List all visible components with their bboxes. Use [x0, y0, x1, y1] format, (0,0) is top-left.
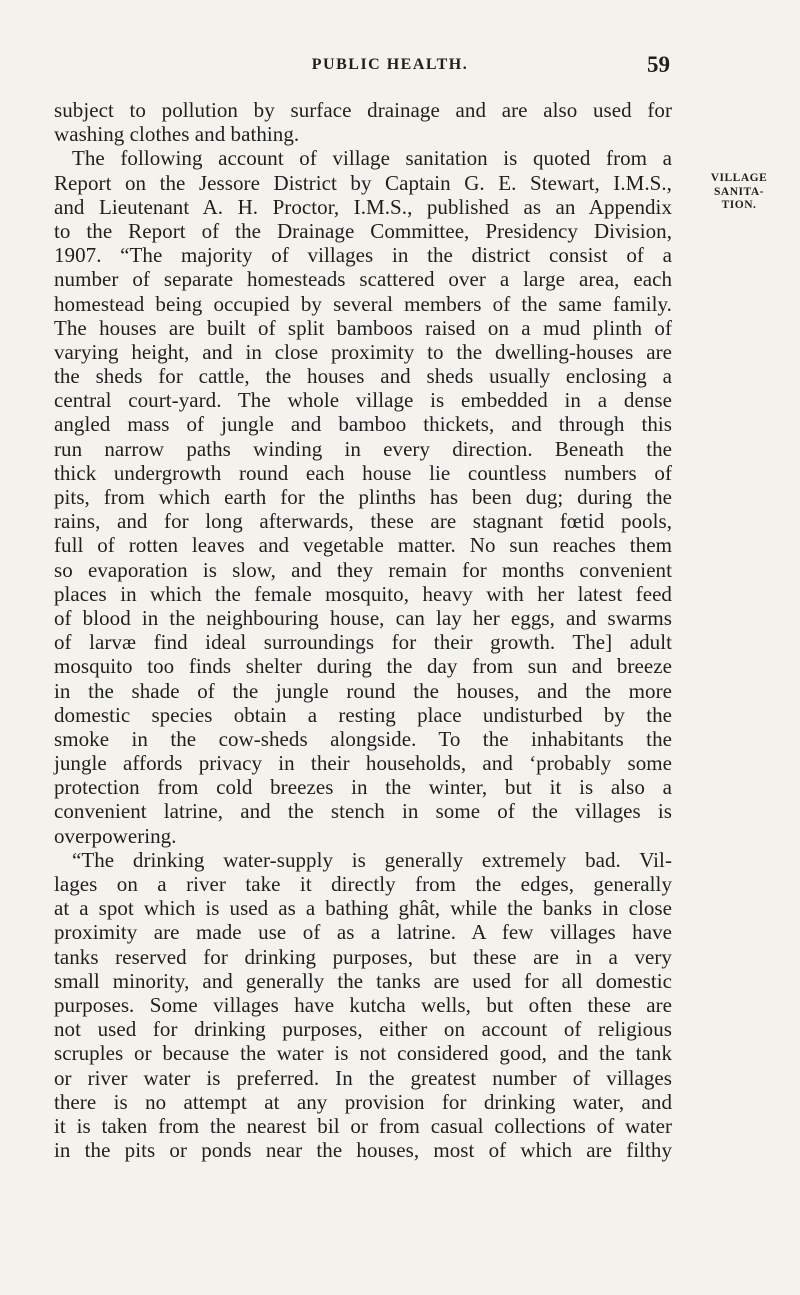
- text-line: Report on the Jessore District by Captain G. E. Stewart, I.M.S.,: [54, 170, 672, 195]
- text-line: places in which the female mosquito, heavy with her latest feed: [54, 581, 672, 606]
- text-line: number of separate homesteads scattered over a large area, each: [54, 267, 672, 292]
- text-line: at a spot which is used as a bathing ghât, while the banks in close: [54, 896, 672, 921]
- text-line: overpowering.: [54, 823, 177, 848]
- text-line: and Lieutenant A. H. Proctor, I.M.S., published as an Appendix: [54, 194, 672, 219]
- text-line: small minority, and generally the tanks are used for all domestic: [54, 968, 672, 993]
- text-line: rains, and for long afterwards, these are stagnant fœtid pools,: [54, 509, 672, 534]
- text-line: to the Report of the Drainage Committee, Presidency Division,: [54, 218, 672, 243]
- text-line: proximity are made use of as a latrine. A few villages have: [54, 920, 672, 945]
- text-line: purposes. Some villages have kutcha wells, but often these are: [54, 992, 672, 1017]
- text-line: convenient latrine, and the stench in some of the villages is: [54, 799, 672, 824]
- running-title: PUBLIC HEALTH.: [311, 56, 469, 73]
- text-line: full of rotten leaves and vegetable matter. No sun reaches them: [54, 533, 672, 558]
- text-line: The houses are built of split bamboos raised on a mud plinth of: [54, 315, 672, 340]
- text-line: of blood in the neighbouring house, can lay her eggs, and swarms: [54, 605, 672, 630]
- marginal-note: [686, 172, 792, 213]
- text-line: central court-yard. The whole village is embedded in a dense: [54, 388, 672, 413]
- running-header: [110, 52, 670, 82]
- text-line: The following account of village sanitation is quoted from a: [72, 146, 672, 171]
- text-line: “The drinking water-supply is generally extremely bad. Vil-: [72, 847, 672, 872]
- text-line: it is taken from the nearest bil or from casual collections of water: [54, 1113, 672, 1138]
- text-line: mosquito too finds shelter during the day from sun and breeze: [54, 654, 672, 679]
- text-line: smoke in the cow-sheds alongside. To the inhabitants the: [54, 726, 672, 751]
- text-line: run narrow paths winding in every direction. Beneath the: [54, 436, 672, 461]
- text-line: varying height, and in close proximity to the dwelling-houses are: [54, 339, 672, 364]
- text-line: or river water is preferred. In the greatest number of villages: [54, 1065, 672, 1090]
- text-line: so evaporation is slow, and they remain for months convenient: [54, 557, 672, 582]
- text-line: 1907. “The majority of villages in the district consist of a: [54, 243, 672, 268]
- text-line: there is no attempt at any provision for drinking water, and: [54, 1089, 672, 1114]
- marginal-note-line: SANITA-: [714, 185, 764, 198]
- text-line: protection from cold breezes in the winter, but it is also a: [54, 775, 672, 800]
- text-line: angled mass of jungle and bamboo thickets, and through this: [54, 412, 672, 437]
- text-line: of larvæ find ideal surroundings for their growth. The] adult: [54, 630, 672, 655]
- text-line: domestic species obtain a resting place undisturbed by the: [54, 702, 672, 727]
- text-line: in the shade of the jungle round the houses, and the more: [54, 678, 672, 703]
- marginal-note-line: VILLAGE: [710, 172, 768, 184]
- text-line: scruples or because the water is not considered good, and the tank: [54, 1041, 672, 1066]
- text-line: washing clothes and bathing.: [54, 122, 300, 147]
- text-line: pits, from which earth for the plinths has been dug; during the: [54, 485, 672, 509]
- text-line: not used for drinking purposes, either on account of religious: [54, 1017, 672, 1042]
- text-line: subject to pollution by surface drainage and are also used for: [54, 98, 672, 122]
- text-line: in the pits or ponds near the houses, most of which are filthy: [54, 1138, 672, 1163]
- text-line: the sheds for cattle, the houses and sheds usually enclosing a: [54, 364, 672, 389]
- text-line: homestead being occupied by several members of the same family.: [54, 291, 672, 316]
- marginal-note-line: TION.: [721, 199, 757, 211]
- text-line: tanks reserved for drinking purposes, but these are in a very: [54, 944, 672, 969]
- text-line: thick undergrowth round each house lie countless numbers of: [54, 460, 672, 485]
- page-number: 59: [647, 52, 670, 77]
- body-text: [54, 98, 672, 1162]
- text-line: jungle affords privacy in their households, and ‘probably some: [54, 751, 672, 776]
- text-line: lages on a river take it directly from the edges, generally: [54, 872, 672, 896]
